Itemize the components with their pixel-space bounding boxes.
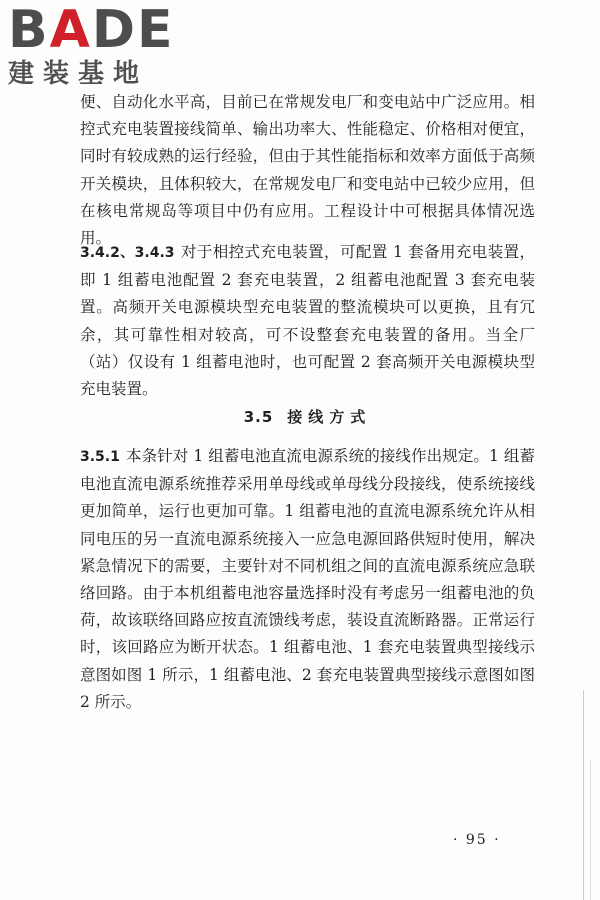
scan-artifact	[590, 760, 591, 900]
paragraph-3-4-2	[80, 239, 535, 403]
paragraph-text: 对于相控式充电装置，可配置 1 套备用充电装置，即 1 组蓄电池配置 2 套充电装置，2 组蓄电池配置 3 套充电装置。高频开关电源模块型充电装置的整流模块可以更换，且有冗余，其可靠性相对较高，可不设整套充电装置的备用。当全厂（站）仅设有 1 组蓄电池时，也可配置 2 套高频开关电源模块型充电装置。	[80, 243, 535, 399]
page-number: · 95 ·	[453, 832, 501, 848]
paragraph-continued	[80, 89, 535, 252]
logo-wordmark: BADE	[8, 0, 175, 60]
clause-number: 3.5.1	[80, 449, 120, 465]
paragraph-text: 本条针对 1 组蓄电池直流电源系统的接线作出规定。1 组蓄电池直流电源系统推荐采用单母线或单母线分段接线，使系统接线更加简单，运行也更加可靠。1 组蓄电池的直流电源系统允许从相同电压的另一直流电源系统接入一应急电源回路供短时使用，解决紧急情况下的需要，主要针对不同机组之间的直流电源系统应急联络回路。由于本机组蓄电池容量选择时没有考虑另一组蓄电池的负荷，故该联络回路应按直流馈线考虑，装设直流断路器。正常运行时，该回路应为断开状态。1 组蓄电池、1 套充电装置典型接线示意图如图 1 所示，1 组蓄电池、2 套充电装置典型接线示意图如图 2 所示。	[80, 447, 535, 711]
clause-number: 3.4.2、3.4.3	[80, 245, 175, 261]
section-heading	[80, 406, 535, 427]
paragraph-3-5-1	[80, 443, 535, 716]
section-number: 3.5	[243, 408, 274, 426]
bade-logo	[8, 2, 178, 94]
logo-accent-letter: A	[49, 0, 92, 60]
paragraph-text: 便、自动化水平高，目前已在常规发电厂和变电站中广泛应用。相控式充电装置接线简单、输出功率大、性能稳定、价格相对便宜，同时有较成熟的运行经验，但由于其性能指标和效率方面低于高频开关模块，且体积较大，在常规发电厂和变电站中已较少应用，但在核电常规岛等项目中仍有应用。工程设计中可根据具体情况选用。	[80, 93, 535, 248]
logo-subtitle: 建装基地	[8, 59, 149, 89]
section-title: 接线方式	[287, 408, 372, 426]
scan-artifact	[583, 690, 584, 900]
